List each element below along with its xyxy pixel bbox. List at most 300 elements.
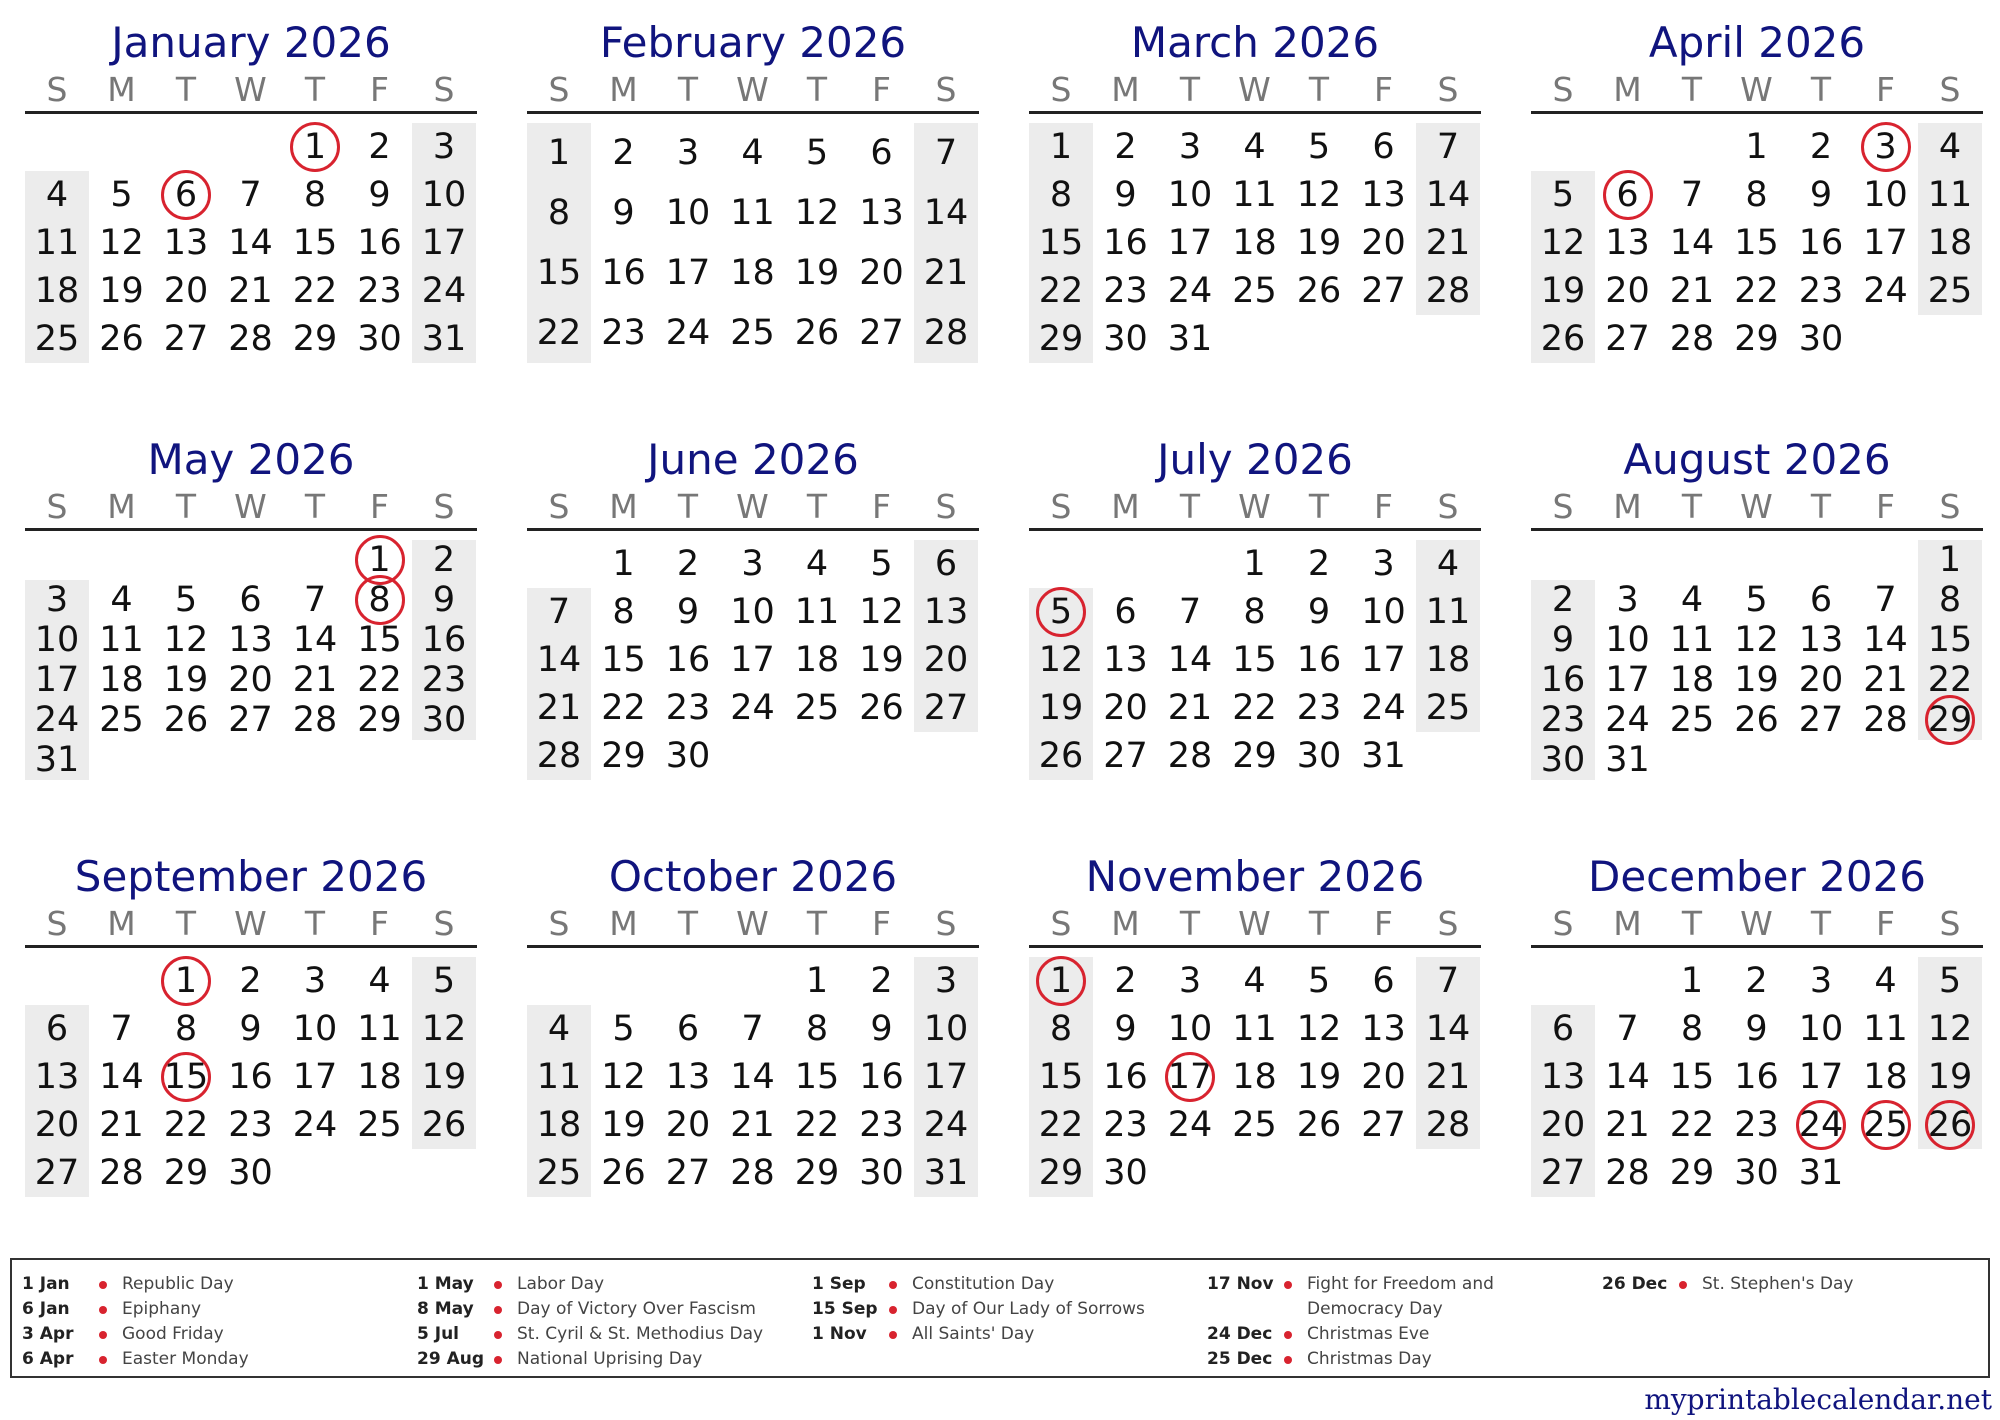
day-cell[interactable]: 9 <box>1745 1009 1768 1049</box>
day-cell[interactable]: 15 <box>1038 1057 1084 1097</box>
day-cell[interactable]: 22 <box>1038 1105 1084 1145</box>
day-cell[interactable]: 15 <box>1734 223 1779 263</box>
day-cell[interactable]: 19 <box>1540 271 1586 311</box>
day-cell[interactable]: 1 <box>1745 127 1768 167</box>
day-cell[interactable]: 4 <box>45 175 69 215</box>
day-cell[interactable]: 11 <box>536 1057 582 1097</box>
day-cell[interactable]: 10 <box>665 193 711 233</box>
day-cell[interactable]: 8 <box>1049 1009 1073 1049</box>
day-cell[interactable]: 17 <box>923 1057 969 1097</box>
day-cell[interactable]: 13 <box>665 1057 711 1097</box>
day-cell[interactable]: 9 <box>870 1009 893 1049</box>
day-cell[interactable]: 12 <box>1734 620 1779 660</box>
day-cell[interactable]: 24 <box>292 1105 338 1145</box>
day-cell[interactable]: 31 <box>421 319 467 359</box>
day-cell[interactable]: 7 <box>741 1009 764 1049</box>
day-cell[interactable]: 24 <box>1605 700 1650 740</box>
day-cell[interactable]: 12 <box>794 193 840 233</box>
day-cell[interactable]: 26 <box>1540 319 1586 359</box>
day-cell[interactable]: 19 <box>1296 223 1342 263</box>
day-cell[interactable]: 15 <box>536 253 582 293</box>
day-cell[interactable]: 9 <box>1114 175 1137 215</box>
day-cell[interactable]: 16 <box>1734 1057 1779 1097</box>
day-cell[interactable]: 24 <box>1167 1105 1213 1145</box>
day-cell[interactable]: 29 <box>1918 700 1982 740</box>
day-cell[interactable]: 9 <box>368 175 391 215</box>
day-cell[interactable]: 28 <box>923 313 969 353</box>
day-cell[interactable]: 15 <box>154 1053 218 1101</box>
day-cell[interactable]: 29 <box>163 1153 209 1193</box>
day-cell[interactable]: 14 <box>99 1057 144 1097</box>
day-cell[interactable]: 14 <box>1167 640 1213 680</box>
day-cell[interactable]: 30 <box>1798 319 1844 359</box>
day-cell[interactable]: 29 <box>794 1153 840 1193</box>
day-cell[interactable]: 9 <box>1551 620 1575 660</box>
day-cell[interactable]: 18 <box>99 660 144 700</box>
day-cell[interactable]: 20 <box>1361 1057 1406 1097</box>
day-cell[interactable]: 4 <box>1243 961 1266 1001</box>
day-cell[interactable]: 3 <box>303 961 327 1001</box>
day-cell[interactable]: 1 <box>154 957 218 1005</box>
day-cell[interactable]: 13 <box>1361 1009 1406 1049</box>
day-cell[interactable]: 13 <box>1605 223 1650 263</box>
day-cell[interactable]: 27 <box>1605 319 1650 359</box>
day-cell[interactable]: 25 <box>1232 1105 1277 1145</box>
day-cell[interactable]: 27 <box>665 1153 711 1193</box>
day-cell[interactable]: 20 <box>34 1105 80 1145</box>
day-cell[interactable]: 12 <box>1038 640 1084 680</box>
day-cell[interactable]: 17 <box>1158 1053 1222 1101</box>
day-cell[interactable]: 10 <box>292 1009 338 1049</box>
day-cell[interactable]: 16 <box>1103 1057 1148 1097</box>
day-cell[interactable]: 14 <box>1863 620 1908 660</box>
day-cell[interactable]: 7 <box>1436 961 1460 1001</box>
day-cell[interactable]: 20 <box>923 640 969 680</box>
day-cell[interactable]: 29 <box>601 736 646 776</box>
day-cell[interactable]: 20 <box>163 271 209 311</box>
day-cell[interactable]: 25 <box>1927 271 1973 311</box>
day-cell[interactable]: 19 <box>794 253 840 293</box>
day-cell[interactable]: 28 <box>1167 736 1213 776</box>
day-cell[interactable]: 30 <box>1296 736 1342 776</box>
day-cell[interactable]: 7 <box>1680 175 1704 215</box>
day-cell[interactable]: 27 <box>923 688 969 728</box>
day-cell[interactable]: 28 <box>536 736 582 776</box>
day-cell[interactable]: 6 <box>870 133 893 173</box>
day-cell[interactable]: 3 <box>1372 544 1395 584</box>
day-cell[interactable]: 21 <box>1425 223 1471 263</box>
day-cell[interactable]: 24 <box>421 271 467 311</box>
day-cell[interactable]: 6 <box>934 544 958 584</box>
day-cell[interactable]: 12 <box>1540 223 1586 263</box>
day-cell[interactable]: 14 <box>730 1057 775 1097</box>
day-cell[interactable]: 24 <box>730 688 775 728</box>
day-cell[interactable]: 28 <box>1425 1105 1471 1145</box>
day-cell[interactable]: 30 <box>665 736 711 776</box>
day-cell[interactable]: 20 <box>1540 1105 1586 1145</box>
day-cell[interactable]: 8 <box>1049 175 1073 215</box>
day-cell[interactable]: 30 <box>1103 319 1148 359</box>
day-cell[interactable]: 9 <box>676 592 700 632</box>
day-cell[interactable]: 24 <box>1789 1101 1853 1149</box>
day-cell[interactable]: 21 <box>292 660 338 700</box>
day-cell[interactable]: 17 <box>665 253 711 293</box>
day-cell[interactable]: 4 <box>1680 580 1704 620</box>
day-cell[interactable]: 22 <box>1232 688 1277 728</box>
day-cell[interactable]: 28 <box>99 1153 144 1193</box>
day-cell[interactable]: 11 <box>1863 1009 1908 1049</box>
day-cell[interactable]: 1 <box>1243 544 1266 584</box>
day-cell[interactable]: 1 <box>283 123 347 171</box>
day-cell[interactable]: 15 <box>1232 640 1277 680</box>
day-cell[interactable]: 1 <box>1680 961 1704 1001</box>
day-cell[interactable]: 9 <box>1307 592 1331 632</box>
day-cell[interactable]: 29 <box>292 319 338 359</box>
day-cell[interactable]: 3 <box>45 580 69 620</box>
day-cell[interactable]: 28 <box>1669 319 1715 359</box>
day-cell[interactable]: 6 <box>1372 127 1395 167</box>
day-cell[interactable]: 5 <box>612 1009 635 1049</box>
day-cell[interactable]: 4 <box>805 544 829 584</box>
day-cell[interactable]: 17 <box>34 660 80 700</box>
day-cell[interactable]: 2 <box>1809 127 1833 167</box>
day-cell[interactable]: 26 <box>1734 700 1779 740</box>
day-cell[interactable]: 18 <box>1669 660 1715 700</box>
day-cell[interactable]: 21 <box>1167 688 1213 728</box>
day-cell[interactable]: 25 <box>1669 700 1715 740</box>
day-cell[interactable]: 6 <box>239 580 262 620</box>
day-cell[interactable]: 2 <box>676 544 700 584</box>
day-cell[interactable]: 11 <box>1232 175 1277 215</box>
day-cell[interactable]: 14 <box>1425 175 1471 215</box>
day-cell[interactable]: 6 <box>45 1009 69 1049</box>
day-cell[interactable]: 25 <box>1232 271 1277 311</box>
day-cell[interactable]: 23 <box>357 271 402 311</box>
day-cell[interactable]: 15 <box>794 1057 840 1097</box>
day-cell[interactable]: 20 <box>1605 271 1650 311</box>
day-cell[interactable]: 2 <box>1551 580 1575 620</box>
day-cell[interactable]: 31 <box>1167 319 1213 359</box>
day-cell[interactable]: 4 <box>1938 127 1962 167</box>
day-cell[interactable]: 30 <box>1540 740 1586 780</box>
day-cell[interactable]: 5 <box>110 175 133 215</box>
day-cell[interactable]: 6 <box>1372 961 1395 1001</box>
day-cell[interactable]: 18 <box>1863 1057 1908 1097</box>
day-cell[interactable]: 5 <box>870 544 893 584</box>
day-cell[interactable]: 12 <box>859 592 904 632</box>
day-cell[interactable]: 21 <box>730 1105 775 1145</box>
day-cell[interactable]: 22 <box>601 688 646 728</box>
day-cell[interactable]: 26 <box>601 1153 646 1193</box>
day-cell[interactable]: 15 <box>601 640 646 680</box>
day-cell[interactable]: 10 <box>1167 1009 1213 1049</box>
day-cell[interactable]: 4 <box>1243 127 1266 167</box>
day-cell[interactable]: 6 <box>1809 580 1833 620</box>
day-cell[interactable]: 10 <box>1863 175 1908 215</box>
day-cell[interactable]: 12 <box>601 1057 646 1097</box>
day-cell[interactable]: 19 <box>1734 660 1779 700</box>
day-cell[interactable]: 3 <box>1178 961 1202 1001</box>
day-cell[interactable]: 8 <box>805 1009 829 1049</box>
day-cell[interactable]: 23 <box>1540 700 1586 740</box>
day-cell[interactable]: 26 <box>421 1105 467 1145</box>
day-cell[interactable]: 24 <box>1361 688 1406 728</box>
day-cell[interactable]: 24 <box>1863 271 1908 311</box>
day-cell[interactable]: 14 <box>228 223 273 263</box>
day-cell[interactable]: 4 <box>1874 961 1897 1001</box>
day-cell[interactable]: 7 <box>1436 127 1460 167</box>
day-cell[interactable]: 5 <box>1745 580 1768 620</box>
day-cell[interactable]: 11 <box>1425 592 1471 632</box>
day-cell[interactable]: 1 <box>612 544 635 584</box>
day-cell[interactable]: 11 <box>1232 1009 1277 1049</box>
day-cell[interactable]: 18 <box>357 1057 402 1097</box>
day-cell[interactable]: 25 <box>34 319 80 359</box>
day-cell[interactable]: 10 <box>1167 175 1213 215</box>
day-cell[interactable]: 6 <box>676 1009 700 1049</box>
day-cell[interactable]: 25 <box>794 688 840 728</box>
day-cell[interactable]: 10 <box>1798 1009 1844 1049</box>
day-cell[interactable]: 31 <box>1798 1153 1844 1193</box>
day-cell[interactable]: 18 <box>1425 640 1471 680</box>
day-cell[interactable]: 2 <box>239 961 262 1001</box>
day-cell[interactable]: 12 <box>99 223 144 263</box>
day-cell[interactable]: 19 <box>99 271 144 311</box>
day-cell[interactable]: 5 <box>1551 175 1575 215</box>
day-cell[interactable]: 17 <box>1361 640 1406 680</box>
day-cell[interactable]: 18 <box>1232 1057 1277 1097</box>
day-cell[interactable]: 5 <box>805 133 829 173</box>
day-cell[interactable]: 23 <box>859 1105 904 1145</box>
day-cell[interactable]: 22 <box>357 660 402 700</box>
day-cell[interactable]: 9 <box>1809 175 1833 215</box>
day-cell[interactable]: 14 <box>536 640 582 680</box>
day-cell[interactable]: 19 <box>859 640 904 680</box>
day-cell[interactable]: 6 <box>1596 171 1660 219</box>
day-cell[interactable]: 16 <box>1103 223 1148 263</box>
day-cell[interactable]: 11 <box>1669 620 1715 660</box>
day-cell[interactable]: 27 <box>34 1153 80 1193</box>
day-cell[interactable]: 23 <box>1296 688 1342 728</box>
day-cell[interactable]: 23 <box>601 313 646 353</box>
day-cell[interactable]: 17 <box>1605 660 1650 700</box>
day-cell[interactable]: 26 <box>163 700 209 740</box>
day-cell[interactable]: 8 <box>1938 580 1962 620</box>
day-cell[interactable]: 21 <box>536 688 582 728</box>
day-cell[interactable]: 16 <box>859 1057 904 1097</box>
day-cell[interactable]: 21 <box>1863 660 1908 700</box>
day-cell[interactable]: 4 <box>741 133 764 173</box>
day-cell[interactable]: 14 <box>292 620 338 660</box>
day-cell[interactable]: 18 <box>1927 223 1973 263</box>
day-cell[interactable]: 11 <box>794 592 840 632</box>
day-cell[interactable]: 30 <box>1734 1153 1779 1193</box>
day-cell[interactable]: 27 <box>1798 700 1844 740</box>
day-cell[interactable]: 12 <box>163 620 209 660</box>
day-cell[interactable]: 28 <box>228 319 273 359</box>
day-cell[interactable]: 25 <box>536 1153 582 1193</box>
day-cell[interactable]: 22 <box>1734 271 1779 311</box>
day-cell[interactable]: 3 <box>1616 580 1639 620</box>
day-cell[interactable]: 8 <box>348 580 412 620</box>
day-cell[interactable]: 11 <box>34 223 80 263</box>
day-cell[interactable]: 25 <box>1854 1101 1918 1149</box>
day-cell[interactable]: 30 <box>859 1153 904 1193</box>
day-cell[interactable]: 6 <box>1114 592 1137 632</box>
day-cell[interactable]: 21 <box>99 1105 144 1145</box>
day-cell[interactable]: 19 <box>421 1057 467 1097</box>
day-cell[interactable]: 1 <box>547 133 571 173</box>
day-cell[interactable]: 24 <box>923 1105 969 1145</box>
day-cell[interactable]: 1 <box>1049 127 1073 167</box>
day-cell[interactable]: 17 <box>292 1057 338 1097</box>
day-cell[interactable]: 2 <box>1307 544 1331 584</box>
day-cell[interactable]: 13 <box>1361 175 1406 215</box>
day-cell[interactable]: 7 <box>547 592 571 632</box>
day-cell[interactable]: 26 <box>794 313 840 353</box>
day-cell[interactable]: 12 <box>1927 1009 1973 1049</box>
day-cell[interactable]: 2 <box>870 961 893 1001</box>
day-cell[interactable]: 21 <box>1605 1105 1650 1145</box>
day-cell[interactable]: 3 <box>934 961 958 1001</box>
day-cell[interactable]: 15 <box>1927 620 1973 660</box>
day-cell[interactable]: 30 <box>357 319 402 359</box>
day-cell[interactable]: 20 <box>1103 688 1148 728</box>
day-cell[interactable]: 22 <box>163 1105 209 1145</box>
day-cell[interactable]: 16 <box>357 223 402 263</box>
day-cell[interactable]: 27 <box>859 313 904 353</box>
day-cell[interactable]: 13 <box>1540 1057 1586 1097</box>
day-cell[interactable]: 16 <box>421 620 467 660</box>
day-cell[interactable]: 4 <box>547 1009 571 1049</box>
day-cell[interactable]: 25 <box>730 313 775 353</box>
day-cell[interactable]: 22 <box>794 1105 840 1145</box>
day-cell[interactable]: 4 <box>110 580 133 620</box>
day-cell[interactable]: 7 <box>1874 580 1897 620</box>
day-cell[interactable]: 3 <box>1854 123 1918 171</box>
day-cell[interactable]: 14 <box>923 193 969 233</box>
day-cell[interactable]: 8 <box>1243 592 1266 632</box>
day-cell[interactable]: 13 <box>923 592 969 632</box>
day-cell[interactable]: 16 <box>1296 640 1342 680</box>
day-cell[interactable]: 8 <box>303 175 327 215</box>
day-cell[interactable]: 5 <box>432 961 456 1001</box>
day-cell[interactable]: 8 <box>612 592 635 632</box>
day-cell[interactable]: 12 <box>1296 175 1342 215</box>
day-cell[interactable]: 10 <box>923 1009 969 1049</box>
day-cell[interactable]: 13 <box>859 193 904 233</box>
day-cell[interactable]: 5 <box>174 580 198 620</box>
day-cell[interactable]: 26 <box>1296 271 1342 311</box>
day-cell[interactable]: 22 <box>1927 660 1973 700</box>
day-cell[interactable]: 13 <box>1103 640 1148 680</box>
day-cell[interactable]: 22 <box>1038 271 1084 311</box>
day-cell[interactable]: 1 <box>348 540 412 580</box>
day-cell[interactable]: 23 <box>421 660 467 700</box>
day-cell[interactable]: 28 <box>292 700 338 740</box>
day-cell[interactable]: 11 <box>357 1009 402 1049</box>
day-cell[interactable]: 2 <box>1114 961 1137 1001</box>
day-cell[interactable]: 15 <box>357 620 402 660</box>
day-cell[interactable]: 19 <box>1038 688 1084 728</box>
day-cell[interactable]: 19 <box>1296 1057 1342 1097</box>
day-cell[interactable]: 2 <box>1745 961 1768 1001</box>
day-cell[interactable]: 24 <box>665 313 711 353</box>
day-cell[interactable]: 31 <box>923 1153 969 1193</box>
day-cell[interactable]: 21 <box>228 271 273 311</box>
day-cell[interactable]: 29 <box>1038 1153 1084 1193</box>
day-cell[interactable]: 16 <box>601 253 646 293</box>
day-cell[interactable]: 17 <box>730 640 775 680</box>
day-cell[interactable]: 1 <box>1938 540 1962 580</box>
day-cell[interactable]: 31 <box>1361 736 1406 776</box>
day-cell[interactable]: 16 <box>228 1057 273 1097</box>
day-cell[interactable]: 20 <box>1361 223 1406 263</box>
day-cell[interactable]: 19 <box>163 660 209 700</box>
day-cell[interactable]: 11 <box>730 193 775 233</box>
day-cell[interactable]: 9 <box>239 1009 262 1049</box>
day-cell[interactable]: 13 <box>34 1057 80 1097</box>
day-cell[interactable]: 29 <box>357 700 402 740</box>
day-cell[interactable]: 16 <box>1540 660 1586 700</box>
day-cell[interactable]: 19 <box>1927 1057 1973 1097</box>
day-cell[interactable]: 24 <box>1167 271 1213 311</box>
day-cell[interactable]: 20 <box>859 253 904 293</box>
day-cell[interactable]: 3 <box>432 127 456 167</box>
day-cell[interactable]: 3 <box>1178 127 1202 167</box>
day-cell[interactable]: 13 <box>228 620 273 660</box>
day-cell[interactable]: 23 <box>228 1105 273 1145</box>
day-cell[interactable]: 21 <box>1669 271 1715 311</box>
day-cell[interactable]: 23 <box>1798 271 1844 311</box>
day-cell[interactable]: 20 <box>228 660 273 700</box>
day-cell[interactable]: 1 <box>805 961 829 1001</box>
day-cell[interactable]: 9 <box>432 580 456 620</box>
day-cell[interactable]: 5 <box>1307 961 1331 1001</box>
day-cell[interactable]: 29 <box>1734 319 1779 359</box>
day-cell[interactable]: 7 <box>1178 592 1202 632</box>
day-cell[interactable]: 31 <box>34 740 80 780</box>
day-cell[interactable]: 17 <box>421 223 467 263</box>
day-cell[interactable]: 24 <box>34 700 80 740</box>
day-cell[interactable]: 18 <box>794 640 840 680</box>
day-cell[interactable]: 15 <box>1669 1057 1715 1097</box>
day-cell[interactable]: 14 <box>1605 1057 1650 1097</box>
day-cell[interactable]: 25 <box>1425 688 1471 728</box>
day-cell[interactable]: 17 <box>1798 1057 1844 1097</box>
day-cell[interactable]: 25 <box>99 700 144 740</box>
day-cell[interactable]: 7 <box>1616 1009 1639 1049</box>
day-cell[interactable]: 7 <box>110 1009 133 1049</box>
day-cell[interactable]: 27 <box>1361 1105 1406 1145</box>
day-cell[interactable]: 10 <box>730 592 775 632</box>
day-cell[interactable]: 4 <box>1436 544 1460 584</box>
day-cell[interactable]: 14 <box>1425 1009 1471 1049</box>
day-cell[interactable]: 17 <box>1863 223 1908 263</box>
day-cell[interactable]: 10 <box>1605 620 1650 660</box>
day-cell[interactable]: 29 <box>1038 319 1084 359</box>
site-url[interactable]: myprintablecalendar.net <box>1644 1383 1992 1416</box>
day-cell[interactable]: 30 <box>421 700 467 740</box>
day-cell[interactable]: 2 <box>1114 127 1137 167</box>
day-cell[interactable]: 8 <box>547 193 571 233</box>
day-cell[interactable]: 13 <box>163 223 209 263</box>
day-cell[interactable]: 19 <box>601 1105 646 1145</box>
day-cell[interactable]: 23 <box>1103 1105 1148 1145</box>
day-cell[interactable]: 22 <box>1669 1105 1715 1145</box>
day-cell[interactable]: 6 <box>154 171 218 219</box>
day-cell[interactable]: 1 <box>1029 957 1093 1005</box>
